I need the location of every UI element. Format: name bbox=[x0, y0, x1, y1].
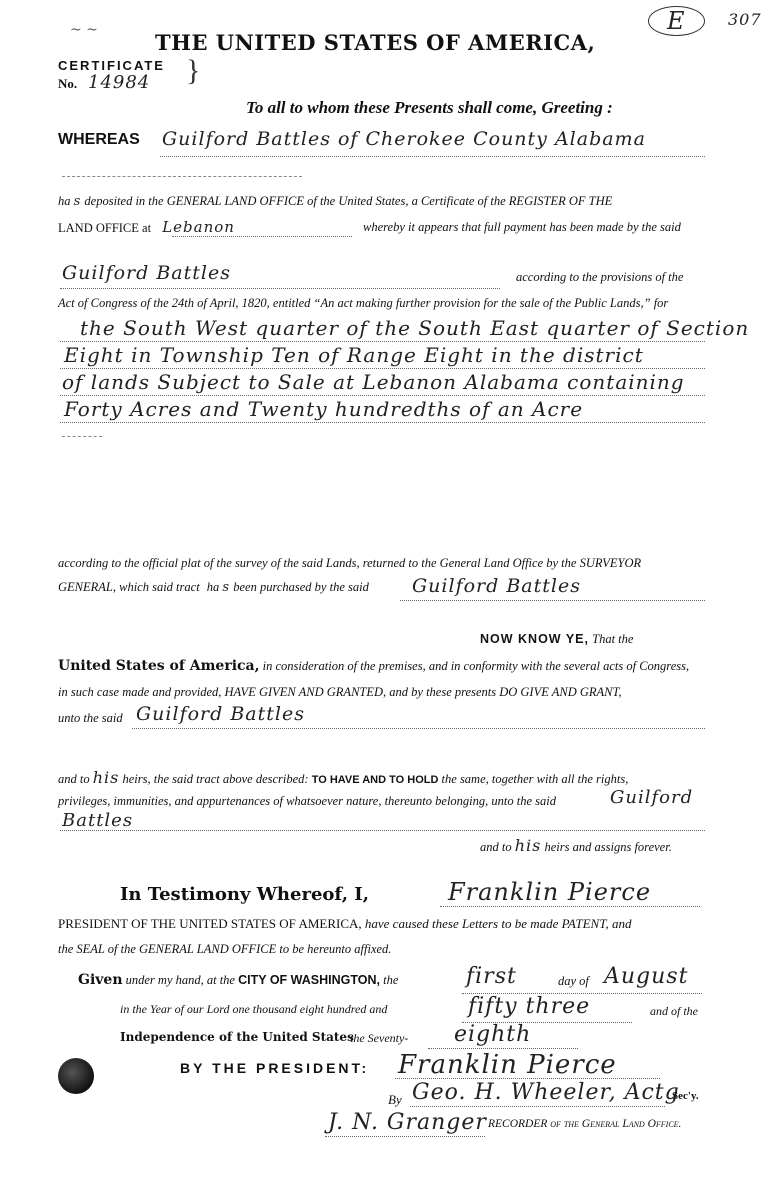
patent-text: have caused these Letters to be made PATENT, and bbox=[364, 916, 632, 931]
page-number: 307 bbox=[728, 10, 762, 29]
act-line: Act of Congress of the 24th of April, 1820, entitled “An act making further provision for the sale of the Public Lands,” for bbox=[58, 296, 669, 310]
year-prefix: in the Year of our Lord one thousand eight hundred and bbox=[120, 1002, 388, 1016]
survey-ha-mark: s bbox=[222, 580, 231, 595]
recorder-rule bbox=[325, 1136, 485, 1137]
month-value: August bbox=[604, 964, 689, 989]
consideration-text: in consideration of the premises, and in conformity with the several acts of Congress, bbox=[262, 659, 690, 673]
seal bbox=[58, 1058, 94, 1094]
president-signature: Franklin Pierce bbox=[398, 1050, 617, 1080]
land-description-line-4: Forty Acres and Twenty hundredths of an Acre bbox=[64, 397, 584, 421]
given-line bbox=[78, 972, 398, 988]
whereas-rule-2 bbox=[62, 176, 302, 177]
grantee-line: Guilford Battles of Cherokee County Alabama bbox=[162, 128, 646, 150]
payment-clause: whereby it appears that full payment has been made by the said bbox=[363, 220, 681, 234]
desc-rule-5 bbox=[62, 436, 102, 437]
habendum-line-1 bbox=[58, 768, 628, 787]
deposit-text: deposited in the GENERAL LAND OFFICE of the United States, a Certificate of the REGISTER OF THE bbox=[84, 194, 613, 208]
president-signature-rule bbox=[395, 1078, 660, 1079]
recorder-signature: J. N. Granger bbox=[328, 1110, 487, 1135]
that-the: That the bbox=[592, 632, 634, 646]
desc-rule-1 bbox=[60, 341, 705, 342]
recorder-title: RECORDER of the General Land Office. bbox=[488, 1118, 682, 1130]
purchaser-name: Guilford Battles bbox=[412, 575, 581, 597]
year-value: fifty three bbox=[468, 994, 591, 1019]
testimony-rule bbox=[440, 906, 700, 907]
ha-word: ha bbox=[58, 194, 71, 208]
corner-mark: E bbox=[648, 6, 705, 36]
corner-scribble: ~ ~ bbox=[70, 22, 98, 38]
the-word: the bbox=[383, 973, 399, 987]
land-description-line-3: of lands Subject to Sale at Lebanon Alabama containing bbox=[62, 370, 685, 394]
certificate-number-label: No. bbox=[58, 76, 78, 91]
land-office-name: Lebanon bbox=[162, 218, 235, 236]
and-to: and to bbox=[58, 772, 90, 786]
payer-name: Guilford Battles bbox=[62, 262, 231, 284]
page-title: THE UNITED STATES OF AMERICA, bbox=[155, 30, 596, 55]
habendum-line-2: privileges, immunities, and appurtenances of whatsoever nature, thereunto belonging, unto the said bbox=[58, 794, 556, 808]
city: CITY OF WASHINGTON, bbox=[238, 973, 381, 987]
testimony-line-3: the SEAL of the GENERAL LAND OFFICE to be hereunto affixed. bbox=[58, 942, 392, 956]
certificate-label: CERTIFICATE bbox=[58, 58, 165, 73]
land-description-line-1: the South West quarter of the South East quarter of Section bbox=[80, 316, 750, 340]
president-title: PRESIDENT OF THE UNITED STATES OF AMERICA, bbox=[58, 916, 362, 931]
unto-said: unto the said bbox=[58, 711, 123, 725]
greeting: To all to whom these Presents shall come, Greeting : bbox=[246, 98, 613, 117]
usa-blackletter: United States of America, bbox=[58, 658, 260, 674]
desc-rule-2 bbox=[60, 368, 705, 369]
survey-line-1: according to the official plat of the survey of the said Lands, returned to the General Land Office by the SURVEYOR bbox=[58, 556, 642, 570]
grantee-name: Guilford Battles bbox=[136, 703, 305, 725]
habendum-rest: heirs, the said tract above described: bbox=[122, 772, 309, 786]
closing-rest: heirs and assigns forever. bbox=[544, 840, 672, 854]
seventy-rule bbox=[428, 1048, 578, 1049]
testimony-line-2 bbox=[58, 916, 631, 932]
survey-mid: been purchased by the said bbox=[233, 580, 369, 594]
purchaser-rule bbox=[400, 600, 705, 601]
under-hand: under my hand, at the bbox=[125, 973, 235, 987]
day-of: day of bbox=[558, 974, 589, 988]
secy-label: Sec'y. bbox=[672, 1090, 699, 1102]
by-word: By bbox=[388, 1092, 402, 1107]
land-office-rule bbox=[172, 236, 352, 237]
now-know-line bbox=[480, 632, 633, 647]
deposit-line-1 bbox=[58, 194, 612, 209]
and-of-the: and of the bbox=[650, 1004, 698, 1018]
whereas-label: WHEREAS bbox=[58, 131, 140, 148]
whereas-rule bbox=[160, 156, 705, 157]
ha-mark: s bbox=[73, 194, 82, 209]
habendum-closing bbox=[480, 836, 672, 855]
habendum-rule bbox=[60, 830, 705, 831]
desc-rule-4 bbox=[60, 422, 705, 423]
seventy-value: eighth bbox=[454, 1022, 532, 1047]
president-name: Franklin Pierce bbox=[448, 878, 652, 906]
habendum-name-1: Guilford bbox=[610, 787, 694, 808]
provisions-text: according to the provisions of the bbox=[516, 270, 684, 284]
grant-line-2 bbox=[58, 658, 689, 674]
habendum-end: the same, together with all the rights, bbox=[441, 772, 629, 786]
the-seventy: the Seventy- bbox=[350, 1031, 409, 1045]
deposit-line-2 bbox=[58, 218, 703, 236]
grantee-rule bbox=[132, 728, 705, 729]
desc-rule-3 bbox=[60, 395, 705, 396]
certificate-bracket: } bbox=[186, 54, 201, 87]
day-value: first bbox=[466, 964, 517, 989]
land-office-prefix: LAND OFFICE at bbox=[58, 221, 152, 235]
certificate-number: 14984 bbox=[88, 72, 151, 93]
closing-and-to: and to bbox=[480, 840, 512, 854]
survey-ha: ha bbox=[206, 580, 220, 594]
testimony-heading: In Testimony Whereof, I, bbox=[120, 884, 369, 905]
habendum-name-2: Battles bbox=[62, 810, 134, 831]
closing-pronoun: his bbox=[514, 836, 542, 855]
secretary-rule bbox=[410, 1106, 665, 1107]
secretary-signature: Geo. H. Wheeler, Actg bbox=[412, 1080, 680, 1105]
pronoun: his bbox=[92, 768, 120, 787]
given-word: Given bbox=[78, 972, 123, 988]
payer-rule bbox=[60, 288, 500, 289]
to-have-to-hold: TO HAVE AND TO HOLD bbox=[311, 774, 439, 786]
land-description-line-2: Eight in Township Ten of Range Eight in the district bbox=[64, 343, 644, 367]
by-the-president: BY THE PRESIDENT: bbox=[180, 1060, 370, 1076]
grant-line-3: in such case made and provided, HAVE GIVEN AND GRANTED, and by these presents DO GIVE AND GRANT, bbox=[58, 685, 622, 699]
survey-prefix: GENERAL, which said tract bbox=[58, 580, 200, 594]
independence: Independence of the United States bbox=[120, 1030, 354, 1044]
survey-line-2 bbox=[58, 580, 369, 595]
now-know-ye: NOW KNOW YE, bbox=[480, 632, 589, 646]
